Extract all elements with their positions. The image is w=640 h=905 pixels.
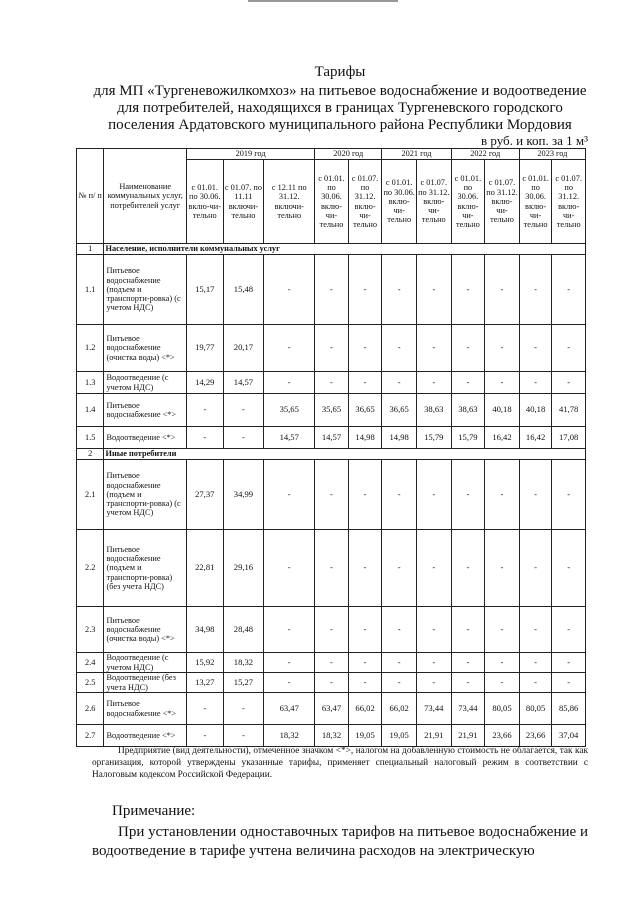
table-row <box>77 725 586 747</box>
tariff-value: - <box>382 653 417 673</box>
tariff-value: 15,79 <box>416 427 451 449</box>
tariff-value: 14,57 <box>315 427 349 449</box>
section-index: 1 <box>77 244 104 255</box>
tariff-value: - <box>519 325 552 372</box>
tariff-value: 27,37 <box>186 460 223 530</box>
tariff-value: 16,42 <box>485 427 520 449</box>
tariff-value: 15,27 <box>223 673 264 693</box>
service-name: Водоотведение <*> <box>104 427 186 449</box>
header-year-2019: 2019 год <box>186 149 314 160</box>
tariff-value: 18,32 <box>223 653 264 673</box>
tariff-value: 14,98 <box>348 427 382 449</box>
tariff-value: - <box>186 693 223 725</box>
tariff-value: - <box>348 607 382 653</box>
tariff-value: 63,47 <box>315 693 349 725</box>
table-body <box>77 244 586 747</box>
tariff-value: - <box>382 372 417 394</box>
tariff-value: 36,65 <box>348 394 382 427</box>
tariff-value: 15,48 <box>223 255 264 325</box>
tariff-value: 23,66 <box>519 725 552 747</box>
doc-subtitle-line-2: для потребителей, находящихся в границах Тургеневского городского <box>117 100 563 116</box>
tariff-value: 73,44 <box>451 693 485 725</box>
row-number: 2.1 <box>77 460 104 530</box>
tariff-value: - <box>186 394 223 427</box>
tariff-value: 41,78 <box>552 394 586 427</box>
tariff-value: 35,65 <box>315 394 349 427</box>
table-row <box>77 530 586 607</box>
tariff-value: 66,02 <box>382 693 417 725</box>
tariff-value: - <box>552 372 586 394</box>
tariff-value: - <box>552 607 586 653</box>
tariff-value: - <box>552 255 586 325</box>
tariff-value: - <box>416 325 451 372</box>
tariff-value: - <box>451 255 485 325</box>
service-name: Питьевое водоснабжение (подъем и транспорти-ровка) (без учета НДС) <box>104 530 186 607</box>
tariff-value: - <box>416 530 451 607</box>
tariff-value: - <box>519 673 552 693</box>
tariff-value: - <box>416 673 451 693</box>
table-row <box>77 460 586 530</box>
tariff-value: - <box>485 607 520 653</box>
header-year-2020: 2020 год <box>315 149 382 160</box>
tariff-table <box>76 148 586 747</box>
tariff-value: - <box>451 653 485 673</box>
tariff-value: - <box>485 372 520 394</box>
service-name: Питьевое водоснабжение <*> <box>104 394 186 427</box>
tariff-value: 66,02 <box>348 693 382 725</box>
row-number: 1.4 <box>77 394 104 427</box>
table-row <box>77 693 586 725</box>
tariff-value: 21,91 <box>416 725 451 747</box>
tariff-value: - <box>519 530 552 607</box>
header-period: с 12.11 по 31.12. включи-тельно <box>264 160 315 244</box>
row-number: 2.5 <box>77 673 104 693</box>
scan-artifact <box>248 0 398 7</box>
tariff-value: 28,48 <box>223 607 264 653</box>
tariff-value: - <box>552 460 586 530</box>
tariff-value: - <box>315 673 349 693</box>
header-period: с 01.01. по 30.06. вклю-чи-тельно <box>382 160 417 244</box>
service-name: Питьевое водоснабжение (подъем и транспорти-ровка) (с учетом НДС) <box>104 460 186 530</box>
tariff-value: 19,77 <box>186 325 223 372</box>
tariff-value: 20,17 <box>223 325 264 372</box>
tariff-value: 63,47 <box>264 693 315 725</box>
tariff-value: - <box>348 673 382 693</box>
tariff-value: - <box>485 673 520 693</box>
tariff-value: - <box>451 372 485 394</box>
tariff-value: 80,05 <box>485 693 520 725</box>
service-name: Водоотведение (без учета НДС) <box>104 673 186 693</box>
tariff-value: - <box>264 530 315 607</box>
service-name: Питьевое водоснабжение (очистка воды) <*> <box>104 325 186 372</box>
row-number: 1.1 <box>77 255 104 325</box>
header-period: с 01.01. по 30.06. вклю-чи-тельно <box>519 160 552 244</box>
header-period: с 01.07. по 31.12. вклю-чи-тельно <box>416 160 451 244</box>
header-name: Наименование коммунальных услуг, потребителей услуг <box>104 149 186 244</box>
tariff-value: - <box>348 255 382 325</box>
tariff-value: - <box>223 725 264 747</box>
header-period: с 01.07. по 31.12. вклю-чи-тельно <box>485 160 520 244</box>
tariff-value: - <box>519 255 552 325</box>
units-label: в руб. и коп. за 1 м³ <box>480 133 588 148</box>
service-name: Питьевое водоснабжение (очистка воды) <*> <box>104 607 186 653</box>
note-text: При установлении одноставочных тарифов на питьевое водоснабжение и водоотведение в тарифе учтена величина расходов на электрическую <box>92 824 588 859</box>
tariff-value: - <box>552 325 586 372</box>
tariff-value: - <box>451 460 485 530</box>
tariff-value: 14,98 <box>382 427 417 449</box>
tariff-value: 73,44 <box>416 693 451 725</box>
tariff-value: 36,65 <box>382 394 417 427</box>
tariff-value: - <box>382 325 417 372</box>
row-number: 1.2 <box>77 325 104 372</box>
tariff-value: - <box>223 394 264 427</box>
header-period: с 01.07. по 31.12. вклю-чи-тельно <box>348 160 382 244</box>
tariff-value: 40,18 <box>485 394 520 427</box>
tariff-value: - <box>186 725 223 747</box>
tariff-value: - <box>315 530 349 607</box>
tariff-value: 15,92 <box>186 653 223 673</box>
tariff-value: 34,99 <box>223 460 264 530</box>
tariff-value: - <box>264 653 315 673</box>
tariff-value: 18,32 <box>315 725 349 747</box>
tariff-value: - <box>416 255 451 325</box>
tariff-value: 23,66 <box>485 725 520 747</box>
tariff-value: - <box>519 607 552 653</box>
doc-title: Тарифы <box>314 64 366 80</box>
note-heading: Примечание: <box>112 803 196 819</box>
tariff-value: - <box>382 255 417 325</box>
section-row <box>77 244 586 255</box>
table-row <box>77 325 586 372</box>
table-row <box>77 255 586 325</box>
tariff-value: 34,98 <box>186 607 223 653</box>
tariff-value: - <box>382 673 417 693</box>
tariff-value: 35,65 <box>264 394 315 427</box>
row-number: 1.3 <box>77 372 104 394</box>
row-number: 1.5 <box>77 427 104 449</box>
section-index: 2 <box>77 449 104 460</box>
section-row <box>77 449 586 460</box>
tariff-value: - <box>416 607 451 653</box>
tariff-value: - <box>485 325 520 372</box>
tariff-value: - <box>382 460 417 530</box>
tariff-value: - <box>264 607 315 653</box>
row-number: 2.2 <box>77 530 104 607</box>
tariff-value: - <box>485 530 520 607</box>
section-label: Иные потребители <box>104 449 586 460</box>
tariff-value: 15,17 <box>186 255 223 325</box>
tariff-value: - <box>315 653 349 673</box>
tariff-value: 14,57 <box>264 427 315 449</box>
row-number: 2.7 <box>77 725 104 747</box>
tariff-value: 16,42 <box>519 427 552 449</box>
tariff-value: - <box>519 460 552 530</box>
row-number: 2.4 <box>77 653 104 673</box>
tariff-value: 14,57 <box>223 372 264 394</box>
row-number: 2.6 <box>77 693 104 725</box>
doc-subtitle-line-3: поселения Ардатовского муниципального района Республики Мордовия <box>108 117 572 133</box>
tariff-value: - <box>348 372 382 394</box>
tariff-value: - <box>223 693 264 725</box>
tariff-value: - <box>451 607 485 653</box>
tariff-value: - <box>485 255 520 325</box>
tariff-value: 38,63 <box>416 394 451 427</box>
tariff-value: - <box>485 653 520 673</box>
header-period: с 01.01. по 30.06. вклю-чи-тельно <box>186 160 223 244</box>
tariff-value: 18,32 <box>264 725 315 747</box>
doc-subtitle-line-1: для МП «Тургеневожилкомхоз» на питьевое водоснабжение и водоотведение <box>93 83 587 99</box>
table-row <box>77 427 586 449</box>
tariff-value: - <box>264 673 315 693</box>
tariff-value: - <box>264 460 315 530</box>
service-name: Питьевое водоснабжение <*> <box>104 693 186 725</box>
header-year-2021: 2021 год <box>382 149 451 160</box>
tariff-value: - <box>264 325 315 372</box>
service-name: Питьевое водоснабжение (подъем и транспорти-ровка) (с учетом НДС) <box>104 255 186 325</box>
tariff-value: - <box>519 653 552 673</box>
tariff-value: - <box>223 427 264 449</box>
tariff-value: - <box>382 607 417 653</box>
tariff-value: - <box>186 427 223 449</box>
tariff-value: - <box>416 653 451 673</box>
service-name: Водоотведение (с учетом НДС) <box>104 372 186 394</box>
header-year-2023: 2023 год <box>519 149 585 160</box>
tariff-value: - <box>552 653 586 673</box>
tariff-value: - <box>519 372 552 394</box>
tariff-value: - <box>485 460 520 530</box>
tariff-value: 13,27 <box>186 673 223 693</box>
tariff-value: 19,05 <box>348 725 382 747</box>
tariff-value: - <box>552 530 586 607</box>
tariff-value: 19,05 <box>382 725 417 747</box>
header-period: с 01.01. по 30.06. вклю-чи-тельно <box>315 160 349 244</box>
tariff-value: - <box>315 255 349 325</box>
tariff-value: - <box>451 530 485 607</box>
tariff-value: - <box>552 673 586 693</box>
table-row <box>77 394 586 427</box>
tariff-value: - <box>315 460 349 530</box>
tariff-value: 21,91 <box>451 725 485 747</box>
tariff-value: - <box>315 607 349 653</box>
section-label: Население, исполнители коммунальных услуг <box>104 244 586 255</box>
tariff-value: 17,08 <box>552 427 586 449</box>
table-row <box>77 372 586 394</box>
tariff-value: - <box>264 372 315 394</box>
tariff-value: 38,63 <box>451 394 485 427</box>
service-name: Водоотведение (с учетом НДС) <box>104 653 186 673</box>
tariff-value: 80,05 <box>519 693 552 725</box>
tariff-value: - <box>348 653 382 673</box>
tariff-value: 22,81 <box>186 530 223 607</box>
tariff-value: 29,16 <box>223 530 264 607</box>
tariff-value: 85,86 <box>552 693 586 725</box>
header-period: с 01.07. по 11.11 включи-тельно <box>223 160 264 244</box>
tariff-value: 14,29 <box>186 372 223 394</box>
tariff-value: - <box>416 372 451 394</box>
header-num: № п/ п <box>77 149 104 244</box>
tariff-value: 40,18 <box>519 394 552 427</box>
tariff-value: 37,04 <box>552 725 586 747</box>
tariff-value: - <box>315 372 349 394</box>
tariff-value: - <box>382 530 417 607</box>
tariff-value: 15,79 <box>451 427 485 449</box>
tariff-value: - <box>315 325 349 372</box>
service-name: Водоотведение <*> <box>104 725 186 747</box>
header-period: с 01.07. по 31.12. вклю-чи-тельно <box>552 160 586 244</box>
header-year-2022: 2022 год <box>451 149 519 160</box>
tariff-value: - <box>348 325 382 372</box>
tariff-value: - <box>416 460 451 530</box>
table-row <box>77 653 586 673</box>
vat-footnote: Предприятие (вид деятельности), отмеченное значком <*>, налогом на добавленную стоимость не облагается, так как организация, которой утверждены указанные тарифы, применяет специальный налоговый режим в соответствии с Налоговым кодексом Российской Федерации. <box>92 746 588 780</box>
tariff-value: - <box>451 673 485 693</box>
tariff-value: - <box>348 530 382 607</box>
header-period: с 01.01. по 30.06. вклю-чи-тельно <box>451 160 485 244</box>
table-row <box>77 673 586 693</box>
tariff-value: - <box>264 255 315 325</box>
row-number: 2.3 <box>77 607 104 653</box>
tariff-value: - <box>348 460 382 530</box>
table-row <box>77 607 586 653</box>
tariff-value: - <box>451 325 485 372</box>
